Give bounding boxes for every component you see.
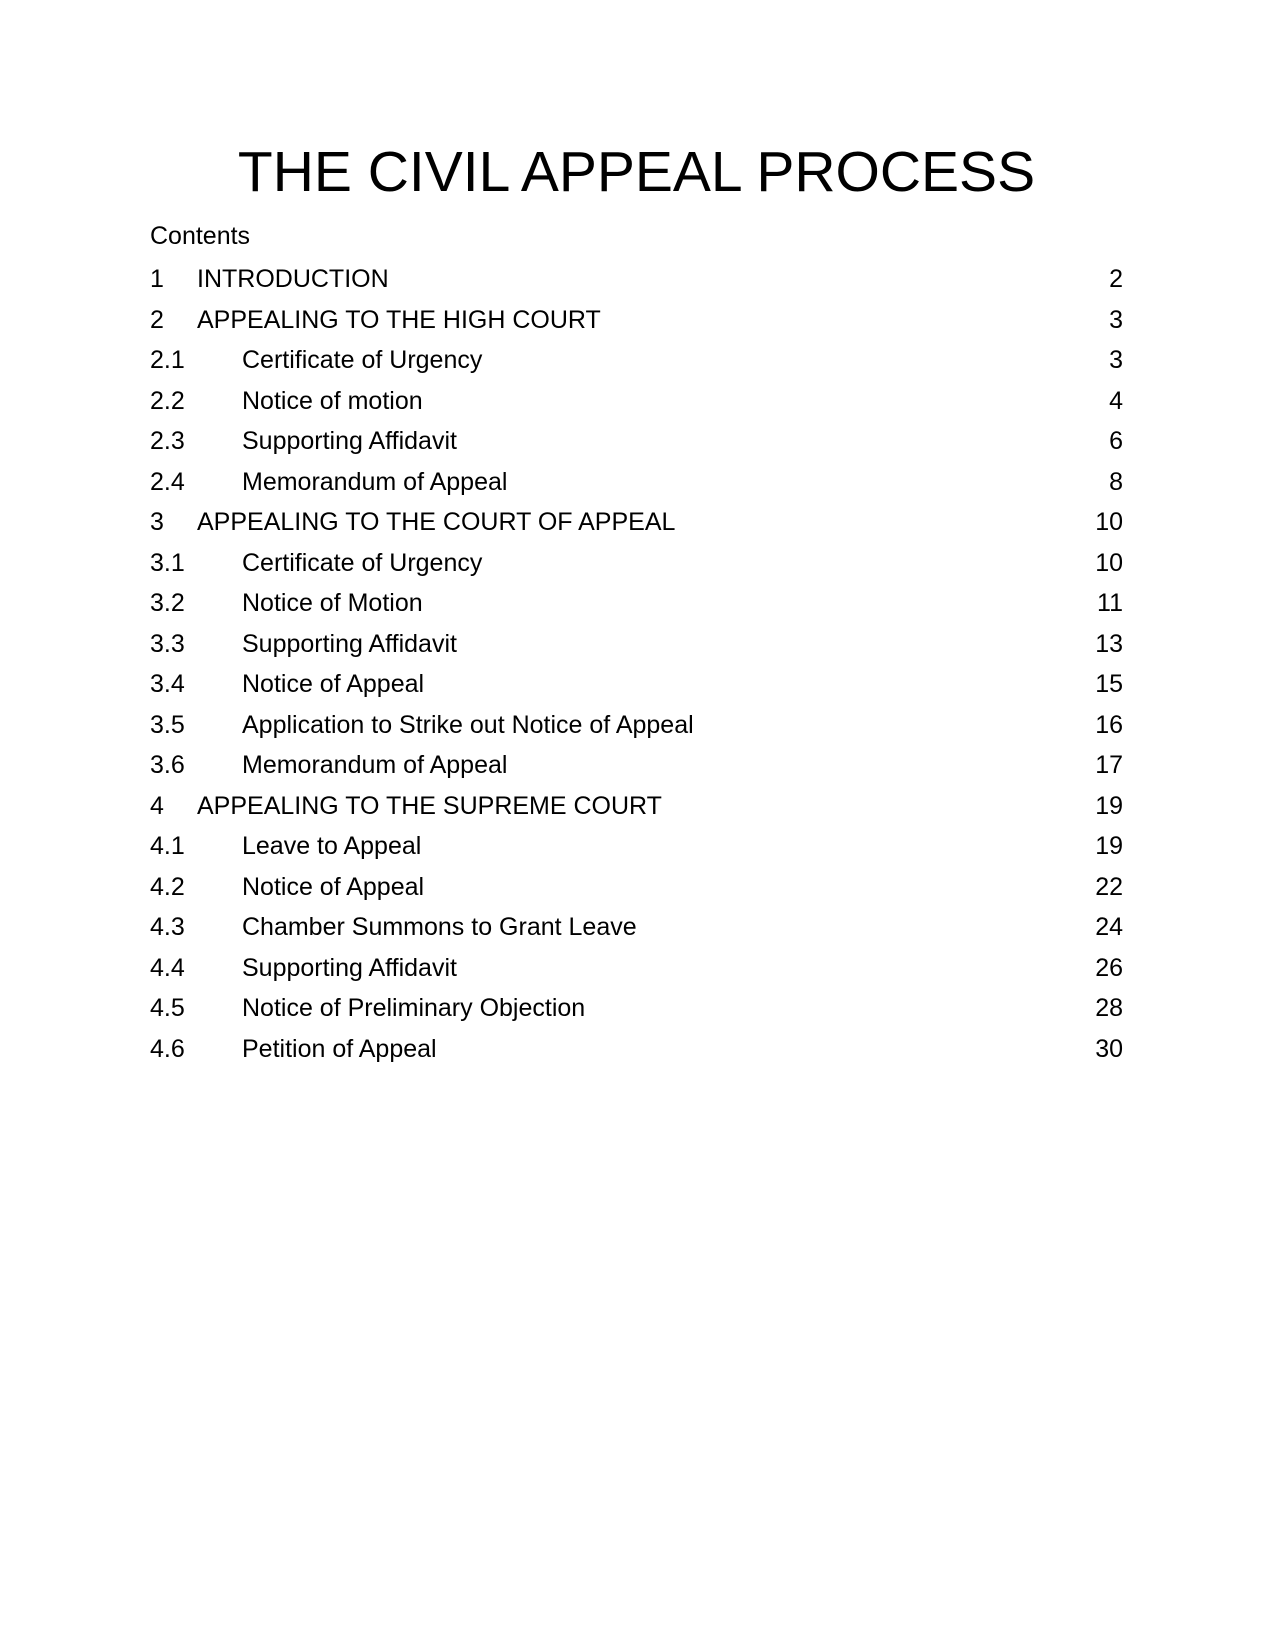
toc-entry-label: INTRODUCTION — [197, 265, 389, 294]
toc-entry-page-number: 26 — [1095, 953, 1123, 982]
toc-entry-number: 2.3 — [150, 427, 185, 456]
toc-entry-number: 2.2 — [150, 386, 185, 415]
toc-entry-label: Application to Strike out Notice of Appeal — [242, 710, 694, 739]
toc-entry-label: Certificate of Urgency — [242, 548, 483, 577]
toc-entry-page-number: 24 — [1095, 913, 1123, 942]
toc-entry — [150, 624, 1123, 665]
toc-entry-number: 3.5 — [150, 710, 185, 739]
toc-entry — [150, 907, 1123, 948]
toc-entry-page-number: 13 — [1095, 629, 1123, 658]
toc-entry-number: 4.3 — [150, 913, 185, 942]
toc-entry-number: 4.5 — [150, 994, 185, 1023]
toc-entry-page-number: 10 — [1095, 508, 1123, 537]
toc-entry-page-number: 11 — [1097, 589, 1123, 618]
toc-entry-page-number: 15 — [1095, 670, 1123, 699]
toc-entry-number: 2 — [150, 305, 164, 334]
toc-entry — [150, 340, 1123, 381]
toc-entry-number: 3.1 — [150, 548, 185, 577]
toc-entry-number: 4.4 — [150, 953, 185, 982]
toc-entry-number: 4.6 — [150, 1034, 185, 1063]
toc-entry — [150, 583, 1123, 624]
toc-entry-label: Petition of Appeal — [242, 1034, 437, 1063]
toc-entry-number: 3.2 — [150, 589, 185, 618]
toc-entry — [150, 421, 1123, 462]
toc-entry-page-number: 3 — [1109, 305, 1123, 334]
toc-entry-label: Memorandum of Appeal — [242, 467, 508, 496]
toc-entry-page-number: 28 — [1095, 994, 1123, 1023]
toc-entry-page-number: 16 — [1095, 710, 1123, 739]
toc-entry-label: Leave to Appeal — [242, 832, 422, 861]
toc-entry — [150, 1029, 1123, 1070]
toc-entry-label: APPEALING TO THE HIGH COURT — [197, 305, 601, 334]
toc-entry — [150, 543, 1123, 584]
toc-entry-label: Certificate of Urgency — [242, 346, 483, 375]
toc-entry-label: Notice of Appeal — [242, 872, 425, 901]
toc-entry-page-number: 2 — [1109, 265, 1123, 294]
toc-entry-number: 3 — [150, 508, 164, 537]
toc-entry-label: Notice of motion — [242, 386, 423, 415]
toc-entry — [150, 786, 1123, 827]
toc-entry-page-number: 3 — [1109, 346, 1123, 375]
toc-entry — [150, 826, 1123, 867]
toc-entry — [150, 502, 1123, 543]
toc-entry-page-number: 19 — [1095, 791, 1123, 820]
toc-entry-number: 4.1 — [150, 832, 185, 861]
toc-entry — [150, 462, 1123, 503]
toc-entry-number: 1 — [150, 265, 164, 294]
toc-entry — [150, 664, 1123, 705]
contents-label: Contents — [150, 222, 251, 250]
toc-entry — [150, 948, 1123, 989]
toc-entry-number: 4 — [150, 791, 164, 820]
toc-entry-page-number: 6 — [1109, 427, 1123, 456]
toc-entry-number: 2.4 — [150, 467, 185, 496]
toc-entry-label: Notice of Preliminary Objection — [242, 994, 586, 1023]
toc-entry-label: Notice of Motion — [242, 589, 423, 618]
toc-entry — [150, 745, 1123, 786]
document-title: THE CIVIL APPEAL PROCESS — [237, 140, 1036, 204]
toc-entry-page-number: 22 — [1095, 872, 1123, 901]
toc-entry-number: 4.2 — [150, 872, 185, 901]
toc-entry-page-number: 10 — [1095, 548, 1123, 577]
toc-entry-page-number: 4 — [1109, 386, 1123, 415]
toc-entry-page-number: 8 — [1109, 467, 1123, 496]
toc-entry — [150, 705, 1123, 746]
toc-entry-number: 3.6 — [150, 751, 185, 780]
toc-entry-label: Chamber Summons to Grant Leave — [242, 913, 637, 942]
toc-entry-label: Supporting Affidavit — [242, 427, 457, 456]
toc-entry-number: 3.3 — [150, 629, 185, 658]
toc-entry-page-number: 30 — [1095, 1034, 1123, 1063]
toc-entry-label: Supporting Affidavit — [242, 629, 457, 658]
toc-entry — [150, 381, 1123, 422]
toc-entry-page-number: 17 — [1095, 751, 1123, 780]
toc-entry-number: 2.1 — [150, 346, 185, 375]
toc-entry-page-number: 19 — [1095, 832, 1123, 861]
toc-entry — [150, 259, 1123, 300]
toc-entry — [150, 867, 1123, 908]
toc-entry — [150, 988, 1123, 1029]
toc-entry-number: 3.4 — [150, 670, 185, 699]
toc-entry-label: Supporting Affidavit — [242, 953, 457, 982]
toc-entry-label: APPEALING TO THE SUPREME COURT — [197, 791, 662, 820]
toc-entry-label: APPEALING TO THE COURT OF APPEAL — [197, 508, 676, 537]
toc-entry-label: Notice of Appeal — [242, 670, 425, 699]
toc-entry — [150, 300, 1123, 341]
table-of-contents — [150, 259, 1123, 1069]
toc-entry-label: Memorandum of Appeal — [242, 751, 508, 780]
